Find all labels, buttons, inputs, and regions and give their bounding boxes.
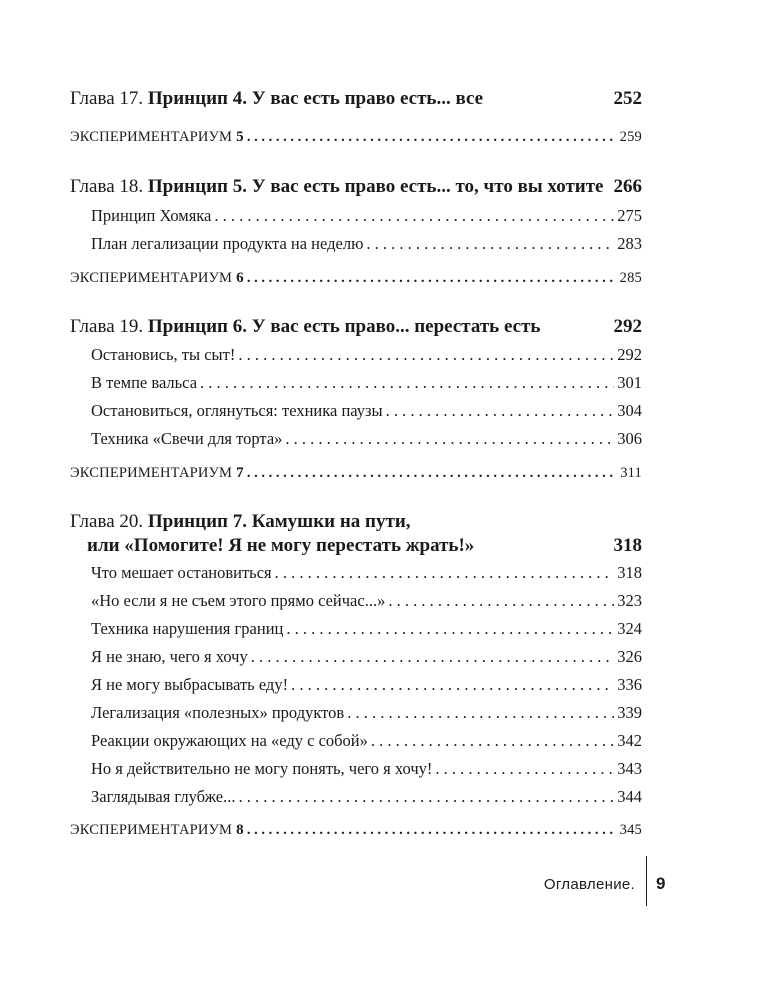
dot-leader bbox=[386, 401, 615, 421]
experiment-number: 7 bbox=[236, 465, 244, 481]
section-page: 323 bbox=[617, 591, 642, 610]
chapter-title: Принцип 4. У вас есть право есть... все bbox=[147, 88, 484, 109]
chapter-page: 292 bbox=[613, 316, 642, 337]
section-entry[interactable] bbox=[91, 206, 642, 226]
section-page: 336 bbox=[617, 675, 642, 694]
dot-leader bbox=[247, 270, 617, 287]
dot-leader bbox=[275, 563, 615, 583]
section-title: В темпе вальса bbox=[91, 373, 198, 392]
section-entry[interactable] bbox=[91, 759, 642, 779]
section-page: 342 bbox=[617, 731, 642, 750]
section-title: План легализации продукта на неделю bbox=[91, 234, 364, 253]
experiment-number: 6 bbox=[236, 270, 244, 286]
section-title: Реакции окружающих на «еду с собой» bbox=[91, 731, 368, 750]
section-page: 292 bbox=[617, 345, 642, 364]
section-page: 343 bbox=[617, 759, 642, 778]
section-entry[interactable] bbox=[91, 731, 642, 751]
section-entry[interactable] bbox=[91, 234, 642, 254]
page-number: 9 bbox=[656, 874, 666, 893]
section-entry[interactable] bbox=[91, 429, 642, 449]
running-footer-label: Оглавление. bbox=[543, 876, 635, 893]
section-title: Что мешает остановиться bbox=[91, 563, 272, 582]
dot-leader bbox=[247, 129, 617, 146]
chapter-number: Глава 19. bbox=[70, 316, 148, 337]
section-title: Но я действительно не могу понять, чего я хочу! bbox=[91, 759, 433, 778]
dot-leader bbox=[371, 731, 614, 751]
dot-leader bbox=[285, 429, 614, 449]
dot-leader bbox=[200, 373, 614, 393]
section-title: Я не могу выбрасывать еду! bbox=[91, 675, 289, 694]
section-title: Техника нарушения границ bbox=[91, 619, 284, 638]
dot-leader bbox=[347, 703, 614, 723]
section-page: 275 bbox=[617, 206, 642, 225]
section-entry[interactable] bbox=[91, 619, 642, 639]
section-page: 301 bbox=[617, 373, 642, 392]
dot-leader bbox=[247, 822, 617, 839]
section-page: 306 bbox=[617, 429, 642, 448]
section-title: Остановиться, оглянуться: техника паузы bbox=[91, 401, 383, 420]
dot-leader bbox=[238, 345, 614, 365]
section-entry[interactable] bbox=[91, 591, 642, 611]
dot-leader bbox=[251, 647, 615, 667]
chapter-heading[interactable] bbox=[70, 511, 642, 533]
dot-leader bbox=[388, 591, 614, 611]
chapter-page: 318 bbox=[613, 535, 642, 556]
dot-leader bbox=[286, 619, 614, 639]
dot-leader bbox=[366, 234, 614, 254]
experiment-label: ЭКСПЕРИМЕНТАРИУМ bbox=[70, 822, 233, 838]
chapter-page: 252 bbox=[613, 88, 642, 109]
section-entry[interactable] bbox=[91, 703, 642, 723]
section-entry[interactable] bbox=[91, 675, 642, 695]
section-title: Я не знаю, чего я хочу bbox=[91, 647, 248, 666]
section-page: 326 bbox=[617, 647, 642, 666]
section-title: Легализация «полезных» продуктов bbox=[91, 703, 345, 722]
section-title: «Но если я не съем этого прямо сейчас...» bbox=[91, 591, 386, 610]
section-page: 283 bbox=[617, 234, 642, 253]
section-page: 339 bbox=[617, 703, 642, 722]
chapter-title-line2: или «Помогите! Я не могу перестать жрать!» bbox=[87, 535, 475, 556]
chapter-number: Глава 17. bbox=[70, 88, 148, 109]
experiment-page: 259 bbox=[619, 129, 642, 145]
experiment-entry[interactable] bbox=[70, 822, 642, 839]
chapter-number: Глава 18. bbox=[70, 176, 148, 197]
chapter-page: 266 bbox=[613, 176, 642, 197]
section-title: Заглядывая глубже... bbox=[91, 787, 236, 806]
chapter-title: Принцип 5. У вас есть право есть... то, что вы хотите bbox=[147, 176, 604, 197]
experiment-page: 345 bbox=[619, 822, 642, 838]
section-page: 324 bbox=[617, 619, 642, 638]
footer-divider bbox=[646, 856, 647, 906]
experiment-entry[interactable] bbox=[70, 129, 642, 146]
chapter-heading[interactable] bbox=[70, 176, 642, 198]
dot-leader bbox=[435, 759, 614, 779]
section-entry[interactable] bbox=[91, 401, 642, 421]
chapter-heading[interactable] bbox=[70, 316, 642, 338]
chapter-number: Глава 20. bbox=[70, 511, 148, 532]
section-entry[interactable] bbox=[91, 787, 642, 807]
chapter-heading[interactable] bbox=[70, 88, 642, 110]
experiment-entry[interactable] bbox=[70, 270, 642, 287]
dot-leader bbox=[247, 465, 617, 482]
experiment-page: 285 bbox=[619, 270, 642, 286]
experiment-entry[interactable] bbox=[70, 465, 642, 482]
chapter-title-continuation[interactable] bbox=[87, 535, 642, 557]
section-page: 318 bbox=[617, 563, 642, 582]
dot-leader bbox=[239, 787, 615, 807]
experiment-label: ЭКСПЕРИМЕНТАРИУМ bbox=[70, 465, 233, 481]
section-entry[interactable] bbox=[91, 647, 642, 667]
section-entry[interactable] bbox=[91, 373, 642, 393]
section-page: 304 bbox=[617, 401, 642, 420]
experiment-label: ЭКСПЕРИМЕНТАРИУМ bbox=[70, 129, 233, 145]
experiment-page: 311 bbox=[620, 465, 642, 481]
dot-leader bbox=[291, 675, 614, 695]
section-entry[interactable] bbox=[91, 345, 642, 365]
experiment-number: 5 bbox=[236, 129, 244, 145]
section-title: Остановись, ты сыт! bbox=[91, 345, 236, 364]
section-title: Принцип Хомяка bbox=[91, 206, 212, 225]
chapter-title: Принцип 6. У вас есть право... перестать есть bbox=[147, 316, 541, 337]
section-title: Техника «Свечи для торта» bbox=[91, 429, 283, 448]
section-page: 344 bbox=[617, 787, 642, 806]
section-entry[interactable] bbox=[91, 563, 642, 583]
dot-leader bbox=[214, 206, 614, 226]
chapter-title: Принцип 7. Камушки на пути, bbox=[147, 511, 411, 532]
experiment-number: 8 bbox=[236, 822, 244, 838]
experiment-label: ЭКСПЕРИМЕНТАРИУМ bbox=[70, 270, 233, 286]
